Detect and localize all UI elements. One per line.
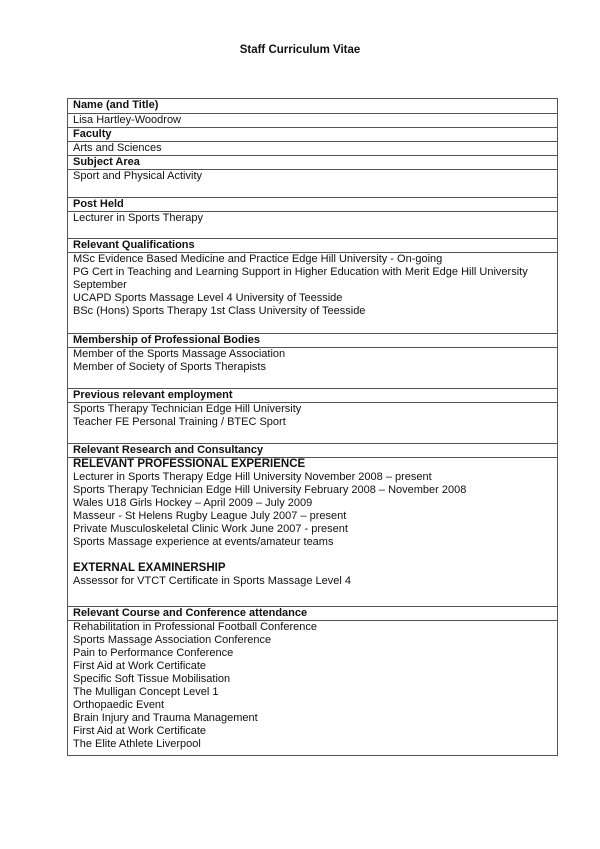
qualifications-label: Relevant Qualifications xyxy=(68,238,557,252)
course-item: Pain to Performance Conference xyxy=(73,647,234,659)
cv-table xyxy=(67,98,558,756)
research-label: Relevant Research and Consultancy xyxy=(68,443,557,457)
research-content xyxy=(68,457,557,606)
experience-item: Masseur - St Helens Rugby League July 2007 – present xyxy=(73,510,347,522)
course-item: Sports Massage Association Conference xyxy=(73,634,272,646)
qualification-item: September xyxy=(73,279,127,291)
subject-area-label: Subject Area xyxy=(68,155,557,169)
course-item: The Mulligan Concept Level 1 xyxy=(73,686,219,698)
qualification-item: BSc (Hons) Sports Therapy 1st Class University of Teesside xyxy=(73,305,366,317)
post-held-value: Lecturer in Sports Therapy xyxy=(68,211,557,238)
name-label: Name (and Title) xyxy=(73,99,159,111)
name-value: Lisa Hartley-Woodrow xyxy=(68,113,557,127)
membership-item: Member of the Sports Massage Association xyxy=(73,348,286,360)
qualifications-list xyxy=(68,252,557,333)
qualification-item: PG Cert in Teaching and Learning Support in Higher Education with Merit Edge Hill University xyxy=(73,266,528,278)
faculty-value: Arts and Sciences xyxy=(68,141,557,155)
course-item: Brain Injury and Trauma Management xyxy=(73,712,258,724)
previous-employment-label: Previous relevant employment xyxy=(68,388,557,402)
experience-item: Sports Massage experience at events/amateur teams xyxy=(73,536,334,548)
previous-employment-list xyxy=(68,402,557,443)
courses-list xyxy=(68,620,557,755)
professional-experience-heading: RELEVANT PROFESSIONAL EXPERIENCE xyxy=(73,458,306,470)
courses-label: Relevant Course and Conference attendance xyxy=(68,606,557,620)
course-item: Specific Soft Tissue Mobilisation xyxy=(73,673,231,685)
examinership-item: Assessor for VTCT Certificate in Sports Massage Level 4 xyxy=(73,575,351,587)
experience-item: Wales U18 Girls Hockey – April 2009 – July 2009 xyxy=(73,497,313,509)
memberships-list xyxy=(68,347,557,388)
employment-item: Sports Therapy Technician Edge Hill University xyxy=(73,403,302,415)
membership-item: Member of Society of Sports Therapists xyxy=(73,361,266,373)
faculty-label: Faculty xyxy=(68,127,557,141)
experience-item: Sports Therapy Technician Edge Hill University February 2008 – November 2008 xyxy=(73,484,467,496)
document-title: Staff Curriculum Vitae xyxy=(239,44,361,56)
course-item: First Aid at Work Certificate xyxy=(73,725,207,737)
qualification-item: MSc Evidence Based Medicine and Practice Edge Hill University - On-going xyxy=(73,253,443,265)
post-held-label: Post Held xyxy=(68,197,557,211)
spacer xyxy=(73,549,557,562)
subject-area-value: Sport and Physical Activity xyxy=(68,169,557,197)
course-item: First Aid at Work Certificate xyxy=(73,660,207,672)
memberships-label: Membership of Professional Bodies xyxy=(68,333,557,347)
external-examinership-heading: EXTERNAL EXAMINERSHIP xyxy=(73,562,226,574)
qualification-item: UCAPD Sports Massage Level 4 University of Teesside xyxy=(73,292,343,304)
course-item: Orthopaedic Event xyxy=(73,699,165,711)
course-item: Rehabilitation in Professional Football Conference xyxy=(73,621,317,633)
experience-item: Lecturer in Sports Therapy Edge Hill University November 2008 – present xyxy=(73,471,432,483)
experience-item: Private Musculoskeletal Clinic Work June 2007 - present xyxy=(73,523,348,535)
course-item: The Elite Athlete Liverpool xyxy=(73,738,201,750)
employment-item: Teacher FE Personal Training / BTEC Sport xyxy=(73,416,286,428)
